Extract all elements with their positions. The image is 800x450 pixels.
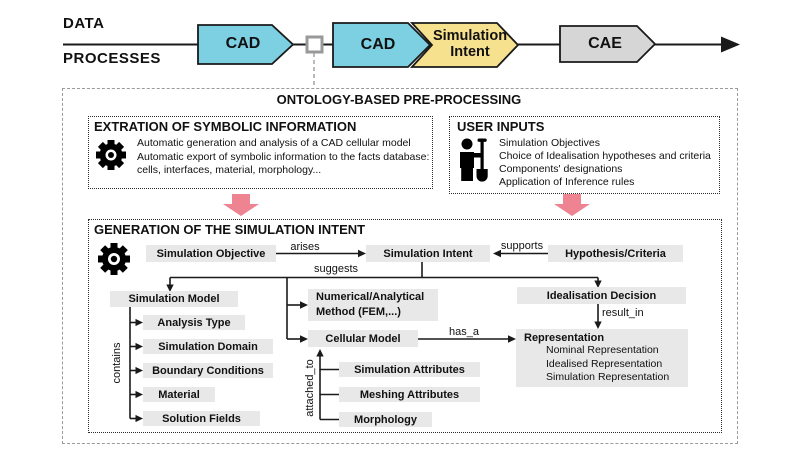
timeline-arrowhead (721, 37, 740, 53)
extraction-title: EXTRATION OF SYMBOLIC INFORMATION (94, 119, 357, 134)
node-analysis-type: Analysis Type (143, 315, 245, 330)
node-numerical-method: Numerical/Analytical Method (FEM,...) (308, 289, 438, 321)
edge-label-suggests: suggests (313, 263, 359, 275)
node-simulation-objective: Simulation Objective (146, 245, 276, 262)
node-meshing-attributes: Meshing Attributes (339, 387, 480, 402)
representation-item: Idealised Representation (546, 357, 663, 370)
extraction-line: Automatic export of symbolic information to the facts database: (137, 150, 430, 163)
edge-label-result-in: result_in (602, 307, 644, 319)
cad-stage-1-label: CAD (225, 35, 261, 52)
extraction-line: cells, interfaces, material, morphology... (137, 164, 322, 176)
node-representation (516, 329, 688, 387)
cad-stage-2-label: CAD (360, 36, 396, 53)
data-axis-label: DATA (63, 15, 105, 32)
node-hypothesis-criteria: Hypothesis/Criteria (548, 245, 683, 262)
user-inputs-title: USER INPUTS (457, 119, 545, 134)
node-simulation-model: Simulation Model (110, 291, 238, 307)
cae-stage-label: CAE (588, 35, 622, 52)
node-idealisation-decision: Idealisation Decision (517, 287, 686, 304)
simulation-intent-stage-label: Simulation Intent (432, 28, 508, 60)
user-input-line: Simulation Objectives (499, 137, 600, 149)
representation-item: Nominal Representation (546, 344, 659, 356)
edge-label-has-a: has_a (449, 326, 479, 338)
edge-label-arises: arises (290, 241, 320, 253)
edge-label-contains: contains (111, 342, 123, 384)
node-material: Material (143, 387, 215, 402)
node-solution-fields: Solution Fields (143, 411, 260, 426)
generation-title: GENERATION OF THE SIMULATION INTENT (94, 222, 366, 237)
node-morphology: Morphology (339, 412, 432, 427)
node-simulation-domain: Simulation Domain (143, 339, 273, 354)
node-simulation-attributes: Simulation Attributes (339, 362, 480, 377)
process-connector-square (307, 37, 322, 52)
extraction-line: Automatic generation and analysis of a CAD cellular model (137, 137, 411, 149)
node-cellular-model: Cellular Model (308, 330, 418, 347)
processes-axis-label: PROCESSES (63, 50, 161, 67)
edge-label-supports: supports (500, 240, 544, 252)
node-simulation-intent: Simulation Intent (366, 245, 490, 262)
user-input-line: Choice of Idealisation hypotheses and criteria (499, 150, 711, 162)
user-input-line: Components' designations (499, 163, 623, 175)
user-input-line: Application of Inference rules (499, 176, 635, 188)
representation-title: Representation (524, 332, 605, 344)
edge-label-attached-to: attached_to (304, 359, 316, 417)
node-boundary-conditions: Boundary Conditions (143, 363, 273, 378)
representation-item: Simulation Representation (546, 371, 670, 383)
ontology-preprocessing-title: ONTOLOGY-BASED PRE-PROCESSING (276, 92, 522, 107)
